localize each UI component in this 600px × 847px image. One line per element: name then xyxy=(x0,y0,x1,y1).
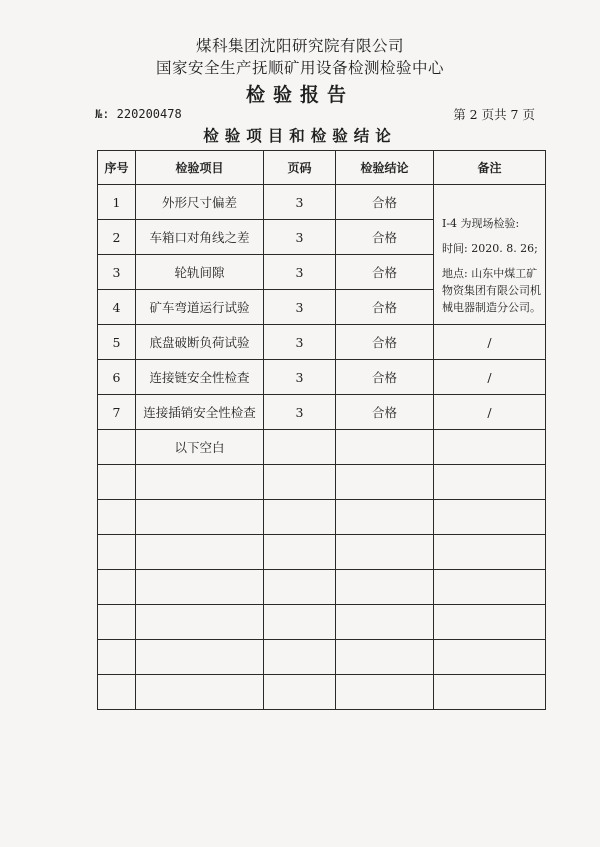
table-row xyxy=(98,430,546,465)
cell-item: 矿车弯道运行试验 xyxy=(136,290,264,325)
report-title: 检验报告 xyxy=(245,84,354,106)
table-row-empty xyxy=(98,535,546,570)
cell-page: 3 xyxy=(264,255,336,290)
page-indicator: 第 2 页共 7 页 xyxy=(453,107,535,122)
cell-page: 3 xyxy=(264,220,336,255)
cell-page xyxy=(264,430,336,465)
cell-remark: / xyxy=(434,325,546,360)
col-header-page: 页码 xyxy=(264,151,336,185)
cell-seq: 7 xyxy=(98,395,136,430)
table-row-empty xyxy=(98,675,546,710)
report-number: №: 220200478 xyxy=(95,107,182,121)
col-header-remark: 备注 xyxy=(434,151,546,185)
cell-seq xyxy=(98,430,136,465)
section-title: 检验项目和检验结论 xyxy=(203,126,397,145)
cell-item: 连接链安全性检查 xyxy=(136,360,264,395)
cell-result: 合格 xyxy=(336,360,434,395)
table-row-empty xyxy=(98,500,546,535)
table-row-empty xyxy=(98,570,546,605)
table-row-empty xyxy=(98,605,546,640)
cell-seq: 2 xyxy=(98,220,136,255)
table-row xyxy=(98,395,546,430)
cell-result: 合格 xyxy=(336,395,434,430)
remark-line: 时间: 2020. 8. 26; xyxy=(442,242,538,256)
cell-remark: / xyxy=(434,395,546,430)
cell-result: 合格 xyxy=(336,325,434,360)
cell-seq: 1 xyxy=(98,185,136,220)
cell-result: 合格 xyxy=(336,185,434,220)
col-header-item: 检验项目 xyxy=(136,151,264,185)
cell-seq: 6 xyxy=(98,360,136,395)
cell-result: 合格 xyxy=(336,220,434,255)
cell-remark: / xyxy=(434,360,546,395)
table-row-empty xyxy=(98,640,546,675)
cell-item: 外形尺寸偏差 xyxy=(136,185,264,220)
organization-name: 煤科集团沈阳研究院有限公司 xyxy=(195,37,404,55)
cell-seq: 4 xyxy=(98,290,136,325)
inspection-table xyxy=(97,150,546,710)
cell-page: 3 xyxy=(264,185,336,220)
table-row xyxy=(98,360,546,395)
col-header-seq: 序号 xyxy=(98,151,136,185)
center-name: 国家安全生产抚顺矿用设备检测检验中心 xyxy=(155,59,444,77)
remark-line: Ⅰ-4 为现场检验: xyxy=(442,217,520,230)
cell-result: 合格 xyxy=(336,290,434,325)
table-row xyxy=(98,325,546,360)
table-header-row xyxy=(98,151,546,185)
cell-seq: 3 xyxy=(98,255,136,290)
cell-item: 以下空白 xyxy=(136,430,264,465)
table-row-empty xyxy=(98,465,546,500)
cell-item: 轮轨间隙 xyxy=(136,255,264,290)
cell-item: 底盘破断负荷试验 xyxy=(136,325,264,360)
cell-remark xyxy=(434,430,546,465)
table-row xyxy=(98,185,546,220)
col-header-result: 检验结论 xyxy=(336,151,434,185)
cell-item: 车箱口对角线之差 xyxy=(136,220,264,255)
cell-result: 合格 xyxy=(336,255,434,290)
cell-item: 连接插销安全性检查 xyxy=(136,395,264,430)
cell-remark-merged xyxy=(434,185,546,325)
cell-page: 3 xyxy=(264,290,336,325)
cell-page: 3 xyxy=(264,360,336,395)
cell-page: 3 xyxy=(264,325,336,360)
cell-page: 3 xyxy=(264,395,336,430)
remark-line: 地点: 山东中煤工矿物资集团有限公司机械电器制造分公司。 xyxy=(442,267,541,315)
cell-result xyxy=(336,430,434,465)
cell-seq: 5 xyxy=(98,325,136,360)
